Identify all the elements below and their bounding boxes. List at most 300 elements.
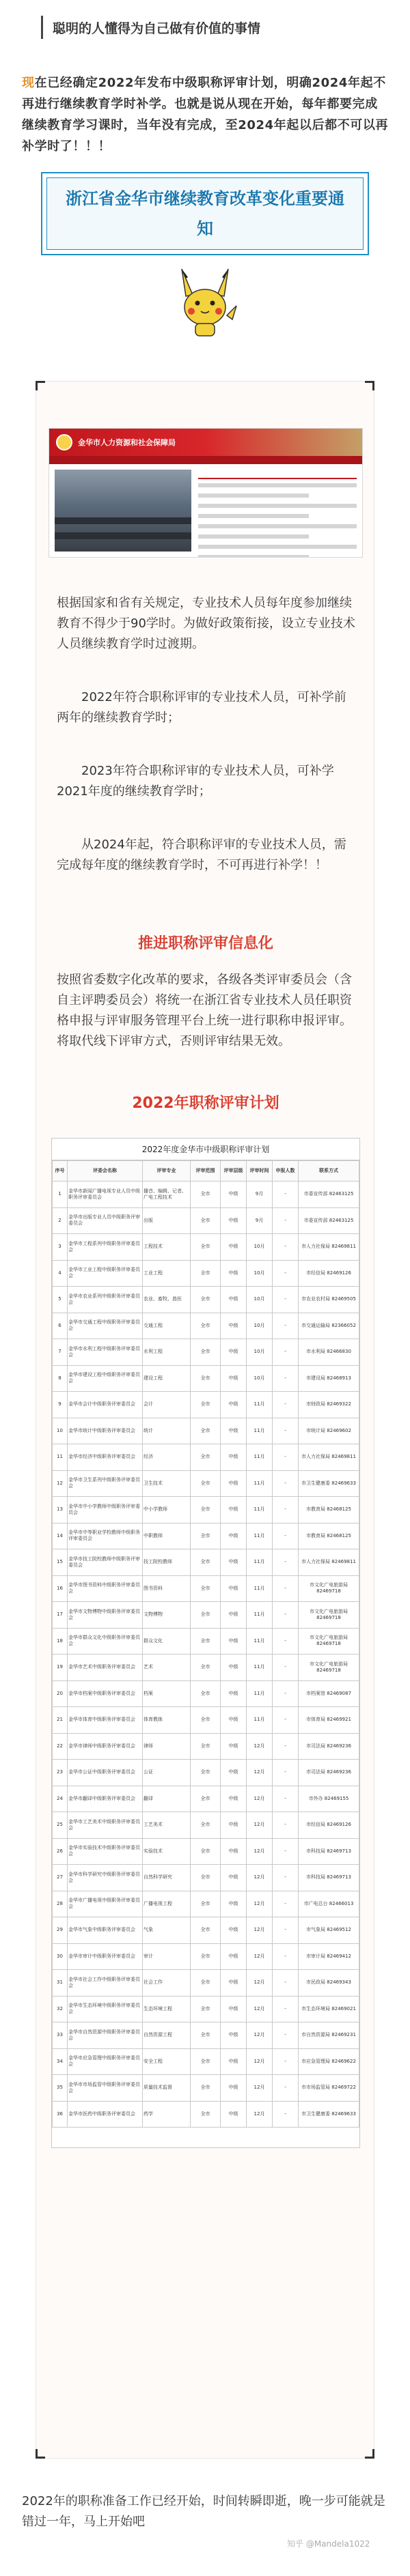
table-cell: 金华市交通工程中级职务评审委员会 (68, 1313, 143, 1339)
table-cell: 市教育局 82468125 (299, 1523, 359, 1549)
column-header: 申报人数 (273, 1161, 299, 1182)
section-heading-informatization: 推进职称评审信息化 (137, 935, 273, 952)
table-cell: 中级 (221, 1760, 247, 1786)
website-site-name: 金华市人力资源和社会保障局 (78, 438, 176, 447)
table-cell: 播音、编辑、记者、广电工程技术 (143, 1182, 191, 1208)
card-corner (36, 2449, 45, 2459)
table-cell: - (273, 1182, 299, 1208)
table-cell: 市统计局 82469602 (299, 1418, 359, 1444)
table-row (53, 1260, 359, 1287)
plan-table-title: 2022年度金华市中级职称评审计划 (52, 1139, 359, 1160)
table-cell: 市司法局 82469236 (299, 1760, 359, 1786)
table-cell: 社会工作 (143, 1970, 191, 1997)
p2-text: 2022年符合职称评审的专业技术人员，可补学前两年的继续教育学时； (57, 690, 346, 725)
table-cell: 市文化广电旅游局 82469718 (299, 1628, 359, 1655)
news-line (198, 483, 357, 487)
table-cell: 金华市气象中级职务评审委员会 (68, 1917, 143, 1944)
table-cell: 农业、畜牧、兽医 (143, 1287, 191, 1313)
table-row (53, 2048, 359, 2075)
intro-paragraph (0, 55, 410, 157)
table-cell: 金华市公证中级职务评审委员会 (68, 1760, 143, 1786)
table-cell: 10 (53, 1418, 68, 1444)
table-cell: 市文化广电旅游局 82469718 (299, 1575, 359, 1602)
table-cell: 市人力社保局 82469811 (299, 1444, 359, 1471)
table-cell: 金华市出版专业人员中级职务评审委员会 (68, 1207, 143, 1234)
table-row (53, 1575, 359, 1602)
table-cell: 金华市图书资料中级职务评审委员会 (68, 1575, 143, 1602)
table-cell: 11月 (247, 1523, 273, 1549)
table-cell: - (273, 1444, 299, 1471)
table-cell: 金华市中小学教师中级职务评审委员会 (68, 1497, 143, 1523)
table-cell: 24 (53, 1786, 68, 1812)
news-line (198, 534, 309, 539)
table-row (53, 1891, 359, 1917)
table-cell: 全市 (191, 1891, 221, 1917)
table-cell: 市人力社保局 82469811 (299, 1234, 359, 1261)
table-cell: 11月 (247, 1655, 273, 1681)
table-row (53, 1497, 359, 1523)
table-cell: 市档案馆 82469087 (299, 1680, 359, 1707)
table-row (53, 1812, 359, 1839)
table-cell: 中级 (221, 2048, 247, 2075)
table-cell: 29 (53, 1917, 68, 1944)
table-cell: 中级 (221, 1865, 247, 1891)
table-cell: 全市 (191, 1680, 221, 1707)
table-cell: 全市 (191, 1943, 221, 1970)
table-row (53, 1365, 359, 1392)
table-row (53, 1418, 359, 1444)
news-tabs (198, 470, 357, 479)
table-row (53, 1523, 359, 1549)
table-row (53, 1392, 359, 1418)
table-cell: - (273, 1680, 299, 1707)
table-cell: 11月 (247, 1497, 273, 1523)
table-cell: - (273, 2101, 299, 2128)
table-header-row (53, 1161, 359, 1182)
table-cell: 12月 (247, 1760, 273, 1786)
table-cell: 广播电视工程 (143, 1891, 191, 1917)
table-cell: 金华市市场监管中级职务评审委员会 (68, 2075, 143, 2102)
table-cell: 12月 (247, 2022, 273, 2049)
table-cell: 中级 (221, 1812, 247, 1839)
table-cell: 11月 (247, 1707, 273, 1734)
table-cell: 15 (53, 1549, 68, 1576)
table-cell: 市广电总台 82466013 (299, 1891, 359, 1917)
table-cell: - (273, 1891, 299, 1917)
table-cell: 市人力社保局 82469811 (299, 1549, 359, 1576)
news-line (198, 493, 309, 498)
table-cell: 市委宣传部 82463125 (299, 1207, 359, 1234)
table-row (53, 1707, 359, 1734)
table-cell: - (273, 1655, 299, 1681)
table-cell: 全市 (191, 1865, 221, 1891)
table-cell: 金华市生态环境中级职务评审委员会 (68, 1996, 143, 2022)
table-cell: 12月 (247, 1865, 273, 1891)
table-cell: 中级 (221, 2101, 247, 2128)
table-cell: - (273, 1970, 299, 1997)
table-cell: 17 (53, 1602, 68, 1629)
table-cell: 全市 (191, 1549, 221, 1576)
table-cell: 全市 (191, 1470, 221, 1497)
table-row (53, 1207, 359, 1234)
table-cell: 中级 (221, 1234, 247, 1261)
table-cell: 12月 (247, 1970, 273, 1997)
table-cell: 中级 (221, 1628, 247, 1655)
table-cell: 中级 (221, 1838, 247, 1865)
table-cell: 中级 (221, 1260, 247, 1287)
table-cell: 16 (53, 1575, 68, 1602)
article-header (0, 0, 410, 55)
table-cell: 中级 (221, 1418, 247, 1444)
watermark: 知乎 @Mandela1022 (287, 2539, 370, 2549)
table-cell: 金华市技工院校教师中级职务评审委员会 (68, 1549, 143, 1576)
table-cell: 中级 (221, 1444, 247, 1471)
table-cell: 8 (53, 1365, 68, 1392)
table-row (53, 1470, 359, 1497)
table-cell: - (273, 1313, 299, 1339)
table-cell: 全市 (191, 1207, 221, 1234)
table-cell: 金华市新闻广播电视专业人员中级职务评审委员会 (68, 1182, 143, 1208)
table-cell: 质量技术监督 (143, 2075, 191, 2102)
table-cell: - (273, 1786, 299, 1812)
article-paragraph-4 (57, 835, 357, 876)
table-cell: 金华市应急管理中级职务评审委员会 (68, 2048, 143, 2075)
table-cell: 11月 (247, 1602, 273, 1629)
table-cell: 27 (53, 1865, 68, 1891)
table-cell: 工程技术 (143, 1234, 191, 1261)
table-cell: 金华市审计中级职务评审委员会 (68, 1943, 143, 1970)
table-cell: 中级 (221, 1287, 247, 1313)
table-cell: 1 (53, 1182, 68, 1208)
table-cell: - (273, 1865, 299, 1891)
table-cell: 金华市工艺美术中级职务评审委员会 (68, 1812, 143, 1839)
column-header: 评委会名称 (68, 1161, 143, 1182)
table-cell: 市市场监管局 82469722 (299, 2075, 359, 2102)
table-row (53, 1602, 359, 1629)
table-cell: 中级 (221, 1339, 247, 1366)
table-cell: 律师 (143, 1733, 191, 1760)
table-cell: 市科技局 82469713 (299, 1838, 359, 1865)
table-cell: 全市 (191, 1234, 221, 1261)
table-cell: 10月 (247, 1339, 273, 1366)
table-row (53, 1838, 359, 1865)
table-cell: 中级 (221, 1602, 247, 1629)
table-cell: 市应急管理局 82469622 (299, 2048, 359, 2075)
table-cell: - (273, 1943, 299, 1970)
column-header: 评审范围 (191, 1161, 221, 1182)
table-cell: 统计 (143, 1418, 191, 1444)
table-cell: 市农业农村局 82469505 (299, 1287, 359, 1313)
table-cell: 金华市社会工作中级职务评审委员会 (68, 1970, 143, 1997)
table-cell: 33 (53, 2022, 68, 2049)
table-cell: - (273, 1760, 299, 1786)
table-cell: 12月 (247, 2101, 273, 2128)
table-row (53, 1655, 359, 1681)
table-row (53, 1313, 359, 1339)
table-cell: - (273, 1287, 299, 1313)
table-row (53, 1628, 359, 1655)
table-body (53, 1182, 359, 2128)
table-cell: 金华市档案中级职务评审委员会 (68, 1680, 143, 1707)
table-cell: 中级 (221, 1891, 247, 1917)
table-cell: 自然资源工程 (143, 2022, 191, 2049)
column-header: 序号 (53, 1161, 68, 1182)
table-row (53, 1549, 359, 1576)
table-cell: 市文化广电旅游局 82469718 (299, 1655, 359, 1681)
table-cell: 市司法局 82469236 (299, 1733, 359, 1760)
table-cell: 全市 (191, 1392, 221, 1418)
intro-first-char: 现 (22, 76, 35, 90)
table-cell: 体育教练 (143, 1707, 191, 1734)
table-row (53, 1970, 359, 1997)
table-cell: 市民政局 82469343 (299, 1970, 359, 1997)
table-cell: - (273, 1733, 299, 1760)
table-row (53, 1339, 359, 1366)
article-paragraph-2 (57, 687, 357, 728)
table-cell: 中级 (221, 2075, 247, 2102)
table-cell: 全市 (191, 2101, 221, 2128)
table-cell: 翻译 (143, 1786, 191, 1812)
table-cell: 市交通运输局 82366052 (299, 1313, 359, 1339)
table-cell: 金华市农业系列中级职务评审委员会 (68, 1287, 143, 1313)
table-cell: 全市 (191, 1339, 221, 1366)
table-cell: 34 (53, 2048, 68, 2075)
table-cell: - (273, 1707, 299, 1734)
table-cell: 11 (53, 1444, 68, 1471)
card-corner (36, 381, 45, 390)
website-news-list (198, 470, 357, 558)
table-cell: - (273, 1812, 299, 1839)
table-cell: 6 (53, 1313, 68, 1339)
table-cell: 市经信局 82469126 (299, 1260, 359, 1287)
table-row (53, 1943, 359, 1970)
table-cell: 7 (53, 1339, 68, 1366)
table-cell: 金华市卫生系列中级职务评审委员会 (68, 1470, 143, 1497)
table-cell: 全市 (191, 1628, 221, 1655)
column-header: 评审专业 (143, 1161, 191, 1182)
table-cell: 金华市统计中级职务评审委员会 (68, 1418, 143, 1444)
table-cell: 审计 (143, 1943, 191, 1970)
table-cell: 金华市翻译中级职务评审委员会 (68, 1786, 143, 1812)
table-cell: 全市 (191, 1523, 221, 1549)
table-cell: 安全工程 (143, 2048, 191, 2075)
table-cell: 26 (53, 1838, 68, 1865)
table-cell: 全市 (191, 1182, 221, 1208)
table-cell: 市生态环境局 82469021 (299, 1996, 359, 2022)
table-cell: 11月 (247, 1470, 273, 1497)
emblem-icon (56, 434, 72, 450)
table-cell: 金华市医药中级职务评审委员会 (68, 2101, 143, 2128)
table-cell: 金华市律师中级职务评审委员会 (68, 1733, 143, 1760)
news-line (198, 555, 309, 558)
table-cell: - (273, 1234, 299, 1261)
table-cell: 全市 (191, 1917, 221, 1944)
table-cell: 12月 (247, 1733, 273, 1760)
table-cell: 技工院校教师 (143, 1549, 191, 1576)
table-row (53, 1760, 359, 1786)
table-cell: 图书资料 (143, 1575, 191, 1602)
table-cell: - (273, 1917, 299, 1944)
table-cell: 2 (53, 1207, 68, 1234)
table-cell: 市委宣传部 82463125 (299, 1182, 359, 1208)
table-cell: 20 (53, 1680, 68, 1707)
table-cell: 12月 (247, 2075, 273, 2102)
table-cell: 4 (53, 1260, 68, 1287)
table-cell: 金华市广播电视中级职务评审委员会 (68, 1891, 143, 1917)
table-cell: 工艺美术 (143, 1812, 191, 1839)
table-cell: 出版 (143, 1207, 191, 1234)
table-cell: - (273, 1339, 299, 1366)
table-cell: 3 (53, 1234, 68, 1261)
table-cell: 11月 (247, 1549, 273, 1576)
table-cell: 交通工程 (143, 1313, 191, 1339)
card-corner (365, 2449, 374, 2459)
table-cell: 10月 (247, 1260, 273, 1287)
table-cell: 全市 (191, 1838, 221, 1865)
table-cell: 中级 (221, 1970, 247, 1997)
table-cell: 9 (53, 1392, 68, 1418)
mascot-wrap (0, 268, 410, 339)
table-cell: 中级 (221, 1182, 247, 1208)
table-cell: 水利工程 (143, 1339, 191, 1366)
table-cell: 全市 (191, 1812, 221, 1839)
table-cell: 全市 (191, 1365, 221, 1392)
news-line (198, 524, 357, 528)
table-cell: 全市 (191, 1575, 221, 1602)
article-paragraph-1 (57, 593, 357, 655)
table-cell: 18 (53, 1628, 68, 1655)
table-row (53, 1234, 359, 1261)
news-line (198, 514, 309, 518)
table-cell: - (273, 1207, 299, 1234)
section1-body (57, 970, 357, 1052)
table-cell: 中级 (221, 1707, 247, 1734)
table-cell: - (273, 1260, 299, 1287)
table-cell: 12月 (247, 1891, 273, 1917)
table-cell: - (273, 1418, 299, 1444)
table-cell: 金华市会计中级职务评审委员会 (68, 1392, 143, 1418)
table-cell: 14 (53, 1523, 68, 1549)
table-cell: 市自然资源局 82469231 (299, 2022, 359, 2049)
table-cell: 全市 (191, 1996, 221, 2022)
table-cell: 金华市建设工程中级职务评审委员会 (68, 1365, 143, 1392)
table-cell: 13 (53, 1497, 68, 1523)
table-cell: 市审计局 82469412 (299, 1943, 359, 1970)
table-cell: 12月 (247, 1838, 273, 1865)
table-cell: 市卫生健康委 82469633 (299, 2101, 359, 2128)
card-corner (365, 381, 374, 390)
news-line (198, 545, 357, 549)
table-cell: - (273, 1523, 299, 1549)
table-cell: 市财政局 82469322 (299, 1392, 359, 1418)
table-cell: 12月 (247, 1812, 273, 1839)
table-row (53, 1733, 359, 1760)
table-cell: 金华市中等职业学校教师中级职务评审委员会 (68, 1523, 143, 1549)
table-row (53, 1680, 359, 1707)
table-cell: 中级 (221, 1207, 247, 1234)
table-cell: 市科技局 82469713 (299, 1865, 359, 1891)
content-card (36, 381, 374, 2459)
table-cell: - (273, 2048, 299, 2075)
outro-paragraph: 2022年的职称准备工作已经开始，时间转瞬即逝，晚一步可能就是错过一年，马上开始吧 (22, 2494, 385, 2529)
table-cell: 市建设局 82468913 (299, 1365, 359, 1392)
p3-text: 2023年符合职称评审的专业技术人员，可补学2021年度的继续教育学时； (57, 764, 334, 799)
table-cell: 药学 (143, 2101, 191, 2128)
table-cell: 市教育局 82468125 (299, 1497, 359, 1523)
table-cell: 11月 (247, 1392, 273, 1418)
table-cell: 中级 (221, 1996, 247, 2022)
table-row (53, 2022, 359, 2049)
table-cell: 11月 (247, 1418, 273, 1444)
column-header: 评审层级 (221, 1161, 247, 1182)
table-cell: 全市 (191, 2022, 221, 2049)
table-cell: 31 (53, 1970, 68, 1997)
table-cell: 自然科学研究 (143, 1865, 191, 1891)
table-row (53, 2101, 359, 2128)
table-cell: 21 (53, 1707, 68, 1734)
p1-text: 根据国家和省有关规定，专业技术人员每年度参加继续教育不得少于90学时。为做好政策衔接，设立专业技术人员继续教育学时过渡期。 (57, 596, 355, 651)
table-cell: 金华市工业工程中级职务评审委员会 (68, 1260, 143, 1287)
table-cell: 全市 (191, 1418, 221, 1444)
table-cell: 金华市艺术中级职务评审委员会 (68, 1655, 143, 1681)
p4-text: 从2024年起，符合职称评审的专业技术人员，需完成每年度的继续教育学时，不可再进行补学！！ (57, 838, 346, 872)
table-cell: 9月 (247, 1207, 273, 1234)
website-screenshot (49, 428, 363, 558)
table-row (53, 1996, 359, 2022)
table-cell: 市卫生健康委 82469633 (299, 1470, 359, 1497)
table-cell: 市经信局 82469126 (299, 1812, 359, 1839)
section1-text: 按照省委数字化改革的要求，各级各类评审委员会（含自主评聘委员会）将统一在浙江省专业技术人员任职资格申报与评审服务管理平台上统一进行职称申报评审。将取代线下评审方式，否则评审结果无效。 (57, 973, 352, 1048)
table-cell: 中小学教师 (143, 1497, 191, 1523)
notice-banner-title: 浙江省金华市继续教育改革变化重要通知 (46, 177, 364, 250)
table-cell: - (273, 1838, 299, 1865)
table-cell: 10月 (247, 1365, 273, 1392)
table-cell: 中职教师 (143, 1523, 191, 1549)
table-cell: - (273, 2075, 299, 2102)
table-cell: 中级 (221, 1365, 247, 1392)
column-header: 评审时间 (247, 1161, 273, 1182)
table-cell: 12月 (247, 1996, 273, 2022)
website-body (49, 464, 362, 558)
article-paragraph-3 (57, 761, 357, 802)
meeting-photo (55, 470, 191, 552)
table-cell: 中级 (221, 1313, 247, 1339)
table-cell: 32 (53, 1996, 68, 2022)
table-cell: 金华市工程系列中级职务评审委员会 (68, 1234, 143, 1261)
table-cell: 中级 (221, 1523, 247, 1549)
table-cell: - (273, 1602, 299, 1629)
table-cell: 中级 (221, 1680, 247, 1707)
table-cell: 36 (53, 2101, 68, 2128)
news-line (198, 504, 357, 508)
table-cell: 卫生技术 (143, 1470, 191, 1497)
table-cell: 金华市实验技术中级职务评审委员会 (68, 1838, 143, 1865)
table-cell: 金华市文物博物中级职务评审委员会 (68, 1602, 143, 1629)
table-cell: 中级 (221, 1733, 247, 1760)
table-cell: 9月 (247, 1182, 273, 1208)
table-cell: 市水利局 82466830 (299, 1339, 359, 1366)
table-cell: 全市 (191, 1260, 221, 1287)
table-cell: 23 (53, 1760, 68, 1786)
table-cell: - (273, 1470, 299, 1497)
website-nav (49, 456, 362, 464)
photo-row (55, 517, 191, 524)
plan-grid (52, 1160, 359, 2128)
table-row (53, 1865, 359, 1891)
table-cell: 经济 (143, 1444, 191, 1471)
table-cell: 档案 (143, 1680, 191, 1707)
table-row (53, 1786, 359, 1812)
